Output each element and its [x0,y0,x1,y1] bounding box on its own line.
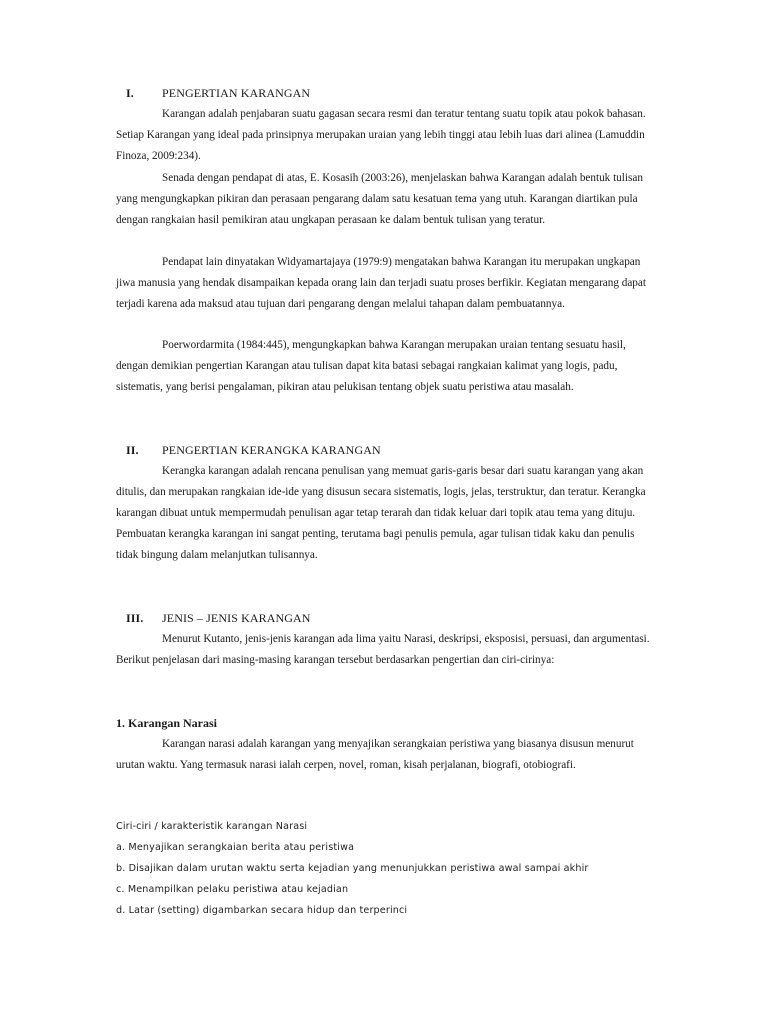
narasi-paragraph: Karangan narasi adalah karangan yang menyajikan serangkaian peristiwa yang biasanya disusun menurut urutan waktu. Yang termasuk narasi ialah cerpen, novel, roman, kisah perjalanan, biografi, otobiografi. [116,738,634,771]
section-1-paragraph-2: Senada dengan pendapat di atas, E. Kosasih (2003:26), menjelaskan bahwa Karangan adalah bentuk tulisan yang mengungkapkan pikiran dan perasaan pengarang dalam satu kesatuan tema yang utuh. Karangan diartikan pula dengan rangkaian hasil pemikiran atau ungkapan perasaan ke dalam bentuk tulisan yang teratur. [116,172,643,226]
section-1-paragraph-1: Karangan adalah penjabaran suatu gagasan secara resmi dan teratur tentang suatu topik atau pokok bahasan. Setiap Karangan yang ideal pada prinsipnya merupakan uraian yang lebih tinggi atau lebih luas dari alinea (Lamuddin Finoza, 2009:234). [116,108,646,162]
narasi-characteristic-d: d. Latar (setting) digambarkan secara hidup dan terperinci [116,905,408,916]
section-1-paragraph-4: Poerwordarmita (1984:445), mengungkapkan bahwa Karangan merupakan uraian tentang sesuatu hasil, dengan demikian pengertian Karangan atau tulisan dapat kita batasi sebagai rangkaian kalimat yang logis, padu, sistematis, yang berisi pengalaman, pikiran atau pelukisan tentang objek suatu peristiwa atau masalah. [116,339,626,393]
section-2-number: II. [126,443,139,457]
narasi-heading: 1. Karangan Narasi [116,716,218,730]
narasi-characteristics-title: Ciri-ciri / karakteristik karangan Narasi [116,821,308,832]
section-3-number: III. [126,611,144,625]
narasi-characteristic-b: b. Disajikan dalam urutan waktu serta kejadian yang menunjukkan peristiwa awal sampai akhir [116,863,589,874]
section-3-paragraph-1: Menurut Kutanto, jenis-jenis karangan ada lima yaitu Narasi, deskripsi, eksposisi, persuasi, dan argumentasi. Berikut penjelasan dari masing-masing karangan tersebut berdasarkan pengertian dan ciri-cirinya: [116,633,650,666]
section-3-title: JENIS – JENIS KARANGAN [162,611,311,625]
narasi-characteristic-c: c. Menampilkan pelaku peristiwa atau kejadian [116,884,349,895]
section-1-title: PENGERTIAN KARANGAN [162,86,311,100]
section-1-number: I. [126,86,134,100]
section-1-paragraph-3: Pendapat lain dinyatakan Widyamartajaya (1979:9) mengatakan bahwa Karangan itu merupakan ungkapan jiwa manusia yang hendak disampaikan kepada orang lain dan terjadi suatu proses berfikir. Kegiatan mengarang dapat terjadi karena ada maksud atau tujuan dari pengarang dengan melalui tahapan dalam pembuatannya. [116,256,646,310]
section-2-paragraph-1: Kerangka karangan adalah rencana penulisan yang memuat garis-garis besar dari suatu karangan yang akan ditulis, dan merupakan rangkaian ide-ide yang disusun secara sistematis, logis, jelas, terstruktur, dan teratur. Kerangka karangan dibuat untuk mempermudah penulisan agar tetap terarah dan tidak keluar dari topik atau tema yang dituju. Pembuatan kerangka karangan ini sangat penting, terutama bagi penulis pemula, agar tulisan tidak kaku dan penulis tidak bingung dalam melanjutkan tulisannya. [116,465,646,561]
section-2-title: PENGERTIAN KERANGKA KARANGAN [162,443,381,457]
narasi-characteristic-a: a. Menyajikan serangkaian berita atau peristiwa [116,842,355,853]
